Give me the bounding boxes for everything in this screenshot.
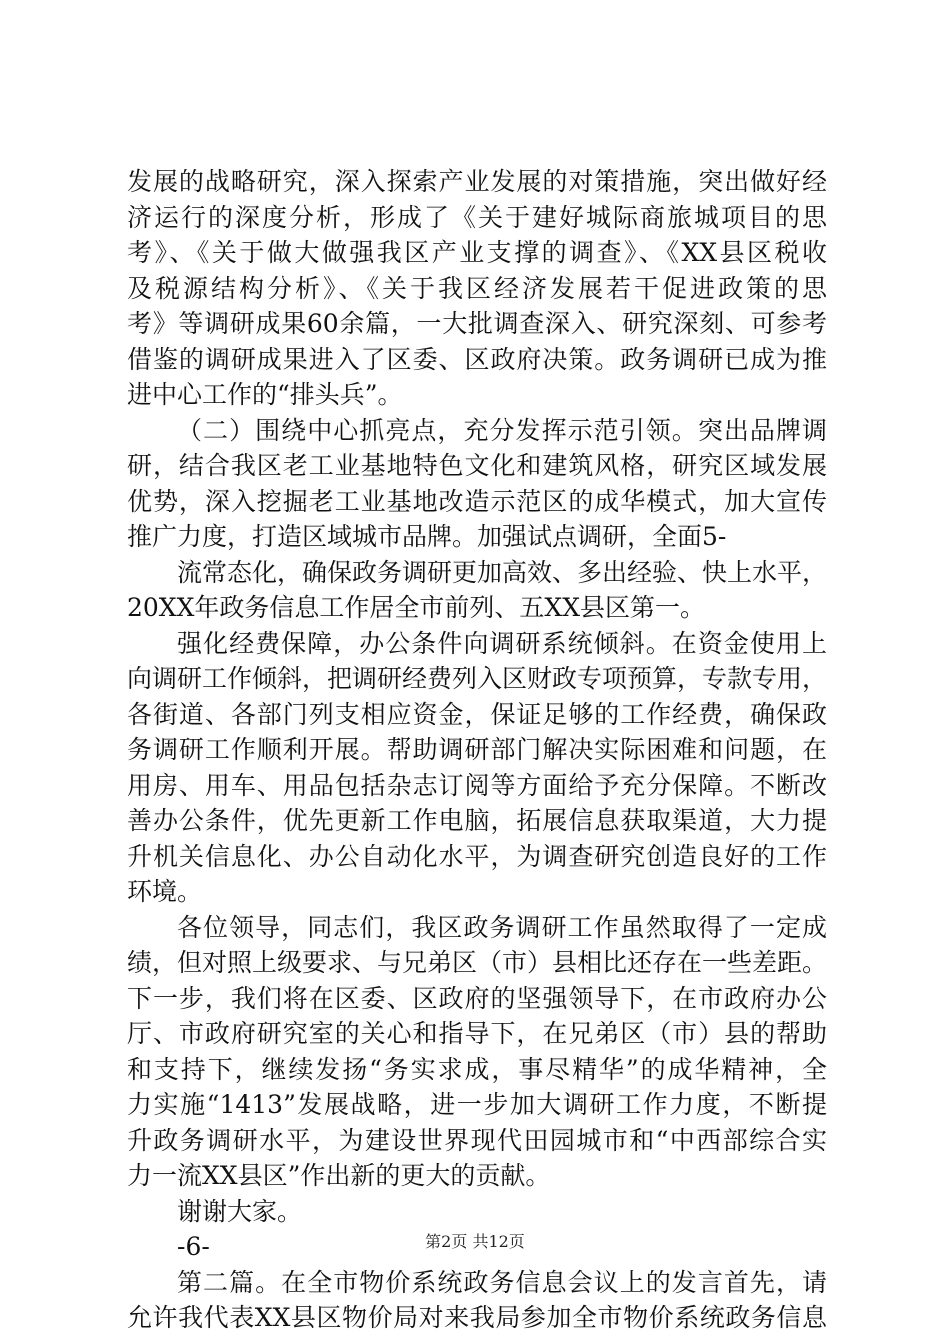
text-line: 20XX年政务信息工作居全市前列、五XX县区第一。 [127,593,706,622]
page-marker: -6- [177,1232,210,1261]
text-line: 考》等调研成果60余篇，一大批调查深入、研究深刻、可参考 [127,309,827,338]
text-line: 研，结合我区老工业基地特色文化和建筑风格，研究区域发展 [127,451,827,480]
text-line: 推广力度，打造区域城市品牌。加强试点调研，全面5- [127,522,727,551]
text-line: 务调研工作顺利开展。帮助调研部门解决实际困难和问题，在 [127,735,827,764]
text-line: 允许我代表XX县区物价局对来我局参加全市物价系统政务信息 [127,1303,827,1332]
text-line: 环境。 [127,877,203,906]
page-footer: 第2页 共12页 [425,1232,525,1251]
paragraph-start: 流常态化，确保政务调研更加高效、多出经验、快上水平， [177,557,828,587]
text-line: 升机关信息化、办公自动化水平，为调查研究创造良好的工作 [127,841,827,871]
text-line: 优势，深入挖掘老工业基地改造示范区的成华模式，加大宣传 [127,486,827,516]
text-line: 进中心工作的“排头兵”。 [127,380,403,409]
text-line: 善办公条件，优先更新工作电脑，拓展信息获取渠道，大力提 [127,806,827,835]
text-line: 及税源结构分析》、《关于我区经济发展若干促进政策的思 [127,273,827,303]
text-line: 升政务调研水平，为建设世界现代田园城市和“中西部综合实 [127,1125,827,1155]
paragraph-start: 强化经费保障，办公条件向调研系统倾斜。在资金使用上 [177,628,827,658]
paragraph-start: 各位领导，同志们，我区政务调研工作虽然取得了一定成 [177,912,827,942]
text-line: 绩，但对照上级要求、与兄弟区（市）县相比还存在一些差距。 [127,948,828,977]
text-line: 考》、《关于做大做强我区产业支撑的调查》、《XX县区税收 [127,238,827,267]
paragraph-start: 第二篇。在全市物价系统政务信息会议上的发言首先，请 [177,1267,827,1297]
text-line: 发展的战略研究，深入探索产业发展的对策措施，突出做好经 [127,167,827,196]
closing-line: 谢谢大家。 [177,1196,303,1226]
text-line: 济运行的深度分析，形成了《关于建好城际商旅城项目的思 [127,202,827,232]
body-text [127,164,827,1336]
text-line: 力实施“1413”发展战略，进一步加大调研工作力度，不断提 [127,1090,827,1119]
text-line: 各街道、各部门列支相应资金，保证足够的工作经费，确保政 [127,699,827,729]
text-line: 向调研工作倾斜，把调研经费列入区财政专项预算，专款专用， [127,664,828,693]
text-line: 和支持下，继续发扬“务实求成，事尽精华”的成华精神，全 [127,1054,827,1084]
text-line: 力一流XX县区”作出新的更大的贡献。 [127,1161,551,1190]
text-line: 下一步，我们将在区委、区政府的坚强领导下，在市政府办公 [127,983,827,1013]
paragraph-start: （二）围绕中心抓亮点，充分发挥示范引领。突出品牌调 [177,415,827,445]
text-line: 厅、市政府研究室的关心和指导下，在兄弟区（市）县的帮助 [127,1019,827,1048]
text-line: 用房、用车、用品包括杂志订阅等方面给予充分保障。不断改 [127,770,827,800]
text-line: 借鉴的调研成果进入了区委、区政府决策。政务调研已成为推 [127,344,827,374]
